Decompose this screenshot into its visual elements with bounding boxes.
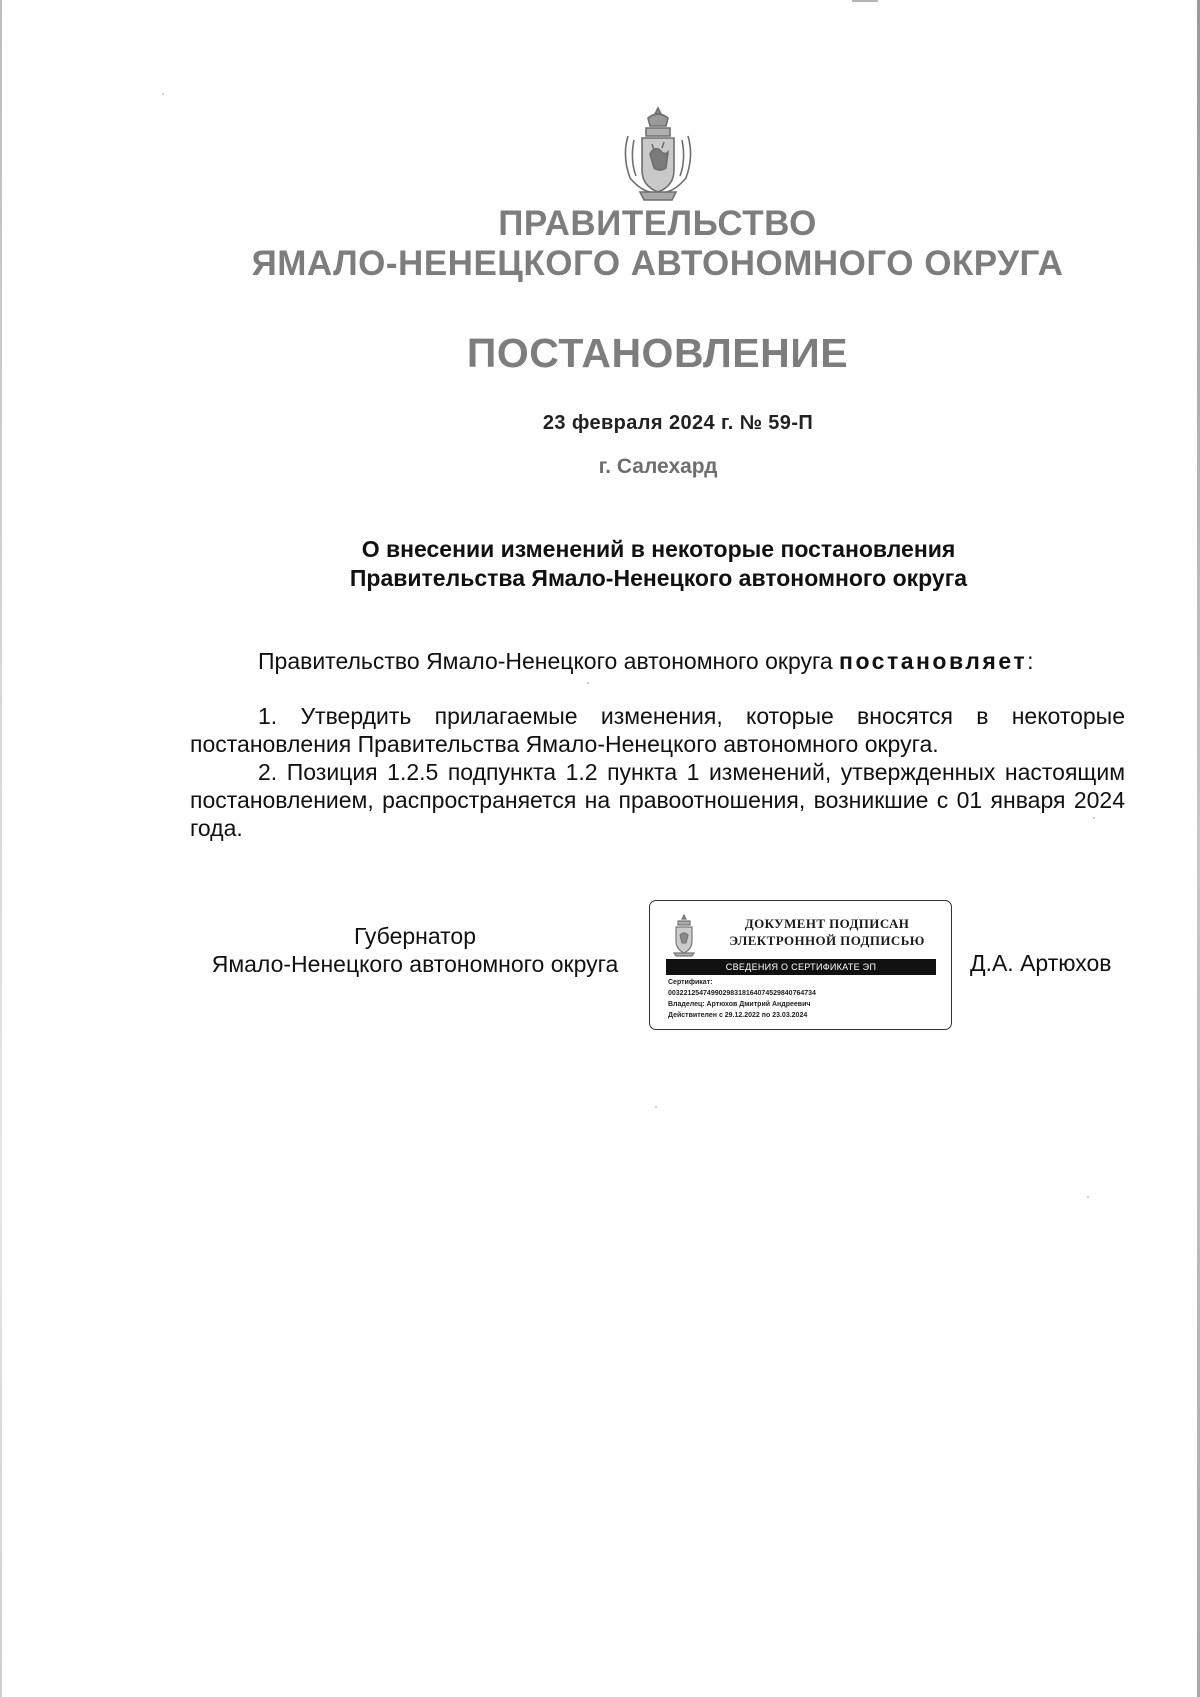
- preamble-text: Правительство Ямало-Ненецкого автономного округа: [258, 648, 840, 674]
- stamp-heading-line-2: ЭЛЕКТРОННОЙ ПОДПИСЬЮ: [729, 933, 925, 948]
- certificate-info-bar: СВЕДЕНИЯ О СЕРТИФИКАТЕ ЭП: [666, 959, 936, 975]
- scan-speck: [587, 682, 589, 684]
- signer-post-line-1: Губернатор: [353, 923, 477, 949]
- stamp-heading: [708, 915, 946, 949]
- preamble-colon: :: [1027, 648, 1034, 674]
- decree-body: [190, 702, 1125, 842]
- electronic-signature-stamp: [649, 900, 952, 1030]
- certificate-owner: Владелец: Артюхов Дмитрий Андреевич: [668, 1001, 811, 1008]
- government-title: ПРАВИТЕЛЬСТВО: [498, 204, 817, 243]
- region-title: ЯМАЛО-НЕНЕЦКОГО АВТОНОМНОГО ОКРУГА: [251, 244, 1064, 283]
- signer-name: Д.А. Артюхов: [970, 950, 1112, 976]
- signer-post-line-2: Ямало-Ненецкого автономного округа: [211, 951, 619, 977]
- certificate-validity: Действителен с 29.12.2022 по 23.03.2024: [668, 1012, 808, 1019]
- coat-of-arms-icon: [670, 913, 698, 957]
- subject-line-1: О внесении изменений в некоторые постановления: [361, 536, 956, 562]
- document-subject: [190, 535, 1127, 593]
- scan-speck: [162, 93, 164, 95]
- subject-line-2: Правительства Ямало-Ненецкого автономного округа: [349, 565, 968, 591]
- document-type: ПОСТАНОВЛЕНИЕ: [466, 330, 849, 376]
- scan-speck: [1093, 817, 1095, 819]
- signer-position: [190, 922, 640, 978]
- stamp-heading-line-1: ДОКУМЕНТ ПОДПИСАН: [744, 916, 910, 931]
- preamble: [258, 648, 1033, 675]
- date-and-number: 23 февраля 2024 г. № 59-П: [542, 412, 814, 434]
- paragraph-1: 1. Утвердить прилагаемые изменения, которые вносятся в некоторые постановления Правительства Ямало-Ненецкого автономного округа.: [190, 703, 1125, 757]
- scan-speck: [655, 1106, 657, 1108]
- decides-word: постановляет: [839, 648, 1028, 674]
- certificate-number: 00322125474990298318164074529840764734: [668, 990, 816, 997]
- city: г. Салехард: [598, 455, 718, 478]
- coat-of-arms-icon: [620, 106, 696, 202]
- paragraph-2: 2. Позиция 1.2.5 подпункта 1.2 пункта 1 изменений, утвержденных настоящим постановлением, распространяется на правоотношения, возникшие с 01 января 2024 года.: [190, 759, 1125, 841]
- certificate-label: Сертификат:: [668, 979, 713, 986]
- scan-speck: [1087, 1196, 1089, 1198]
- scan-mark: [852, 0, 878, 2]
